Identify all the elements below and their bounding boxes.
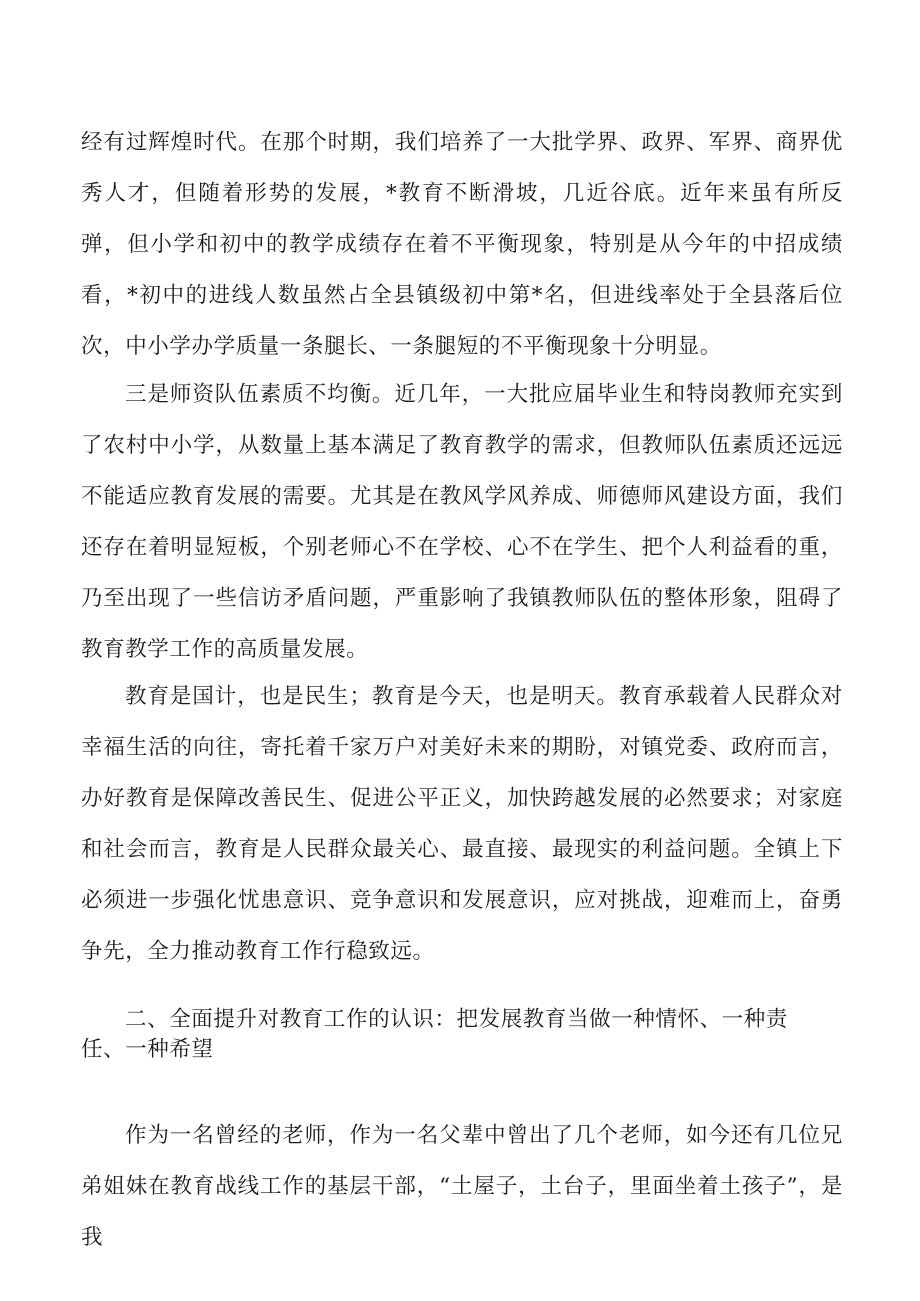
paragraph-education-importance: 教育是国计，也是民生；教育是今天，也是明天。教育承载着人民群众对幸福生活的向往，寄托着千家万户对美好未来的期盼，对镇党委、政府而言，办好教育是保障改善民生、促进公平正义，加快跨越发展的必然要求；对家庭和社会而言，教育是人民群众最关心、最直接、最现实的利益问题。全镇上下必须进一步强化忧患意识、竞争意识和发展意识，应对挑战，迎难而上，奋勇争先，全力推动教育工作行稳致远。: [81, 684, 843, 964]
paragraph-personal-experience: 作为一名曾经的老师，作为一名父辈中曾出了几个老师，如今还有几位兄弟姐妹在教育战线工作的基层干部，“土屋子，土台子，里面坐着土孩子”，是我: [81, 1123, 843, 1250]
section-heading: 二、全面提升对教育工作的认识：把发展教育当做一种情怀、一种责任、一种希望: [81, 1007, 789, 1062]
paragraph-education-history: 经有过辉煌时代。在那个时期，我们培养了一大批学界、政界、军界、商界优秀人才，但随着形势的发展，*教育不断滑坡，几近谷底。近年来虽有所反弹，但小学和初中的教学成绩存在着不平衡现象，特别是从今年的中招成绩看，*初中的进线人数虽然占全县镇级初中第*名，但进线率处于全县落后位次，中小学办学质量一条腿长、一条腿短的不平衡现象十分明显。: [81, 130, 843, 359]
paragraph-teacher-quality: 三是师资队伍素质不均衡。近几年，一大批应届毕业生和特岗教师充实到了农村中小学，从数量上基本满足了教育教学的需求，但教师队伍素质还远远不能适应教育发展的需要。尤其是在教风学风养成、师德师风建设方面，我们还存在着明显短板，个别老师心不在学校、心不在学生、把个人利益看的重，乃至出现了一些信访矛盾问题，严重影响了我镇教师队伍的整体形象，阻碍了教育教学工作的高质量发展。: [81, 382, 843, 662]
